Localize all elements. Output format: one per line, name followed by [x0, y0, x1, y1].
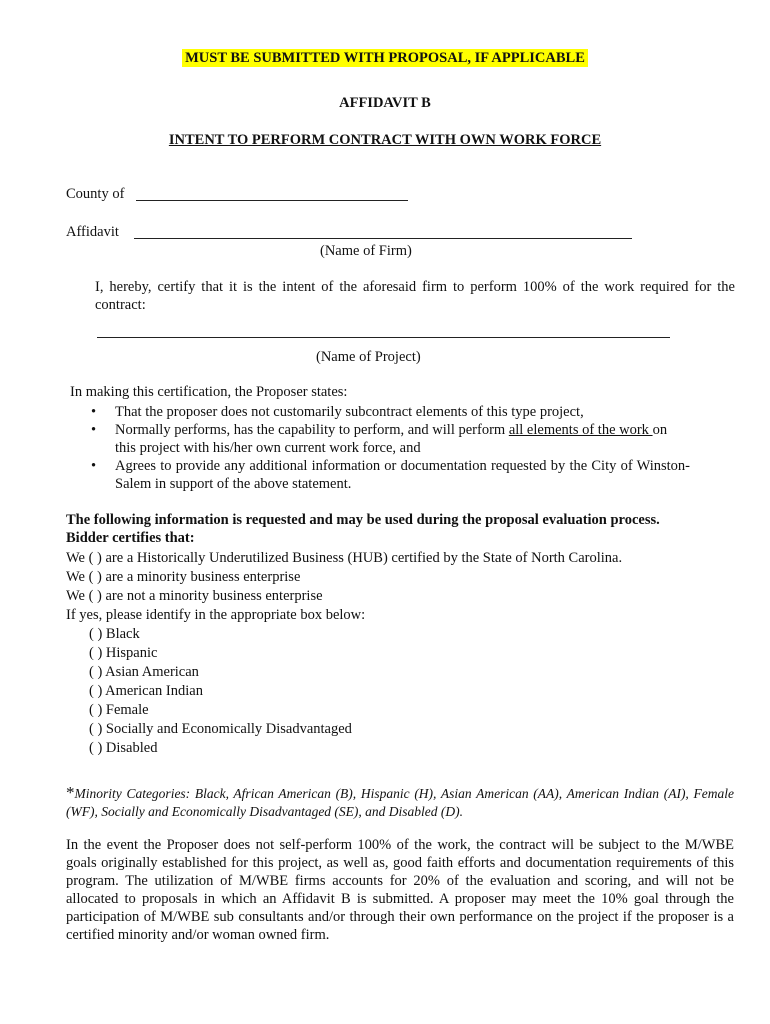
- bullet-icon: •: [91, 458, 97, 474]
- option-minority[interactable]: We ( ) are a minority business enterprise: [66, 569, 301, 585]
- category-disabled[interactable]: ( ) Disabled: [89, 740, 158, 756]
- bullet-icon: •: [91, 404, 97, 420]
- bullet-text: Agrees to provide any additional information or documentation requested by the City of Winston-Salem in support of the above statement.: [115, 458, 690, 492]
- certification-bullet: [91, 421, 690, 457]
- firm-name-field[interactable]: [134, 238, 632, 239]
- certify-paragraph: I, hereby, certify that it is the intent of the aforesaid firm to perform 100% of the work required for the contract:: [95, 279, 735, 313]
- affidavit-label: Affidavit: [66, 224, 119, 240]
- bullet-text: That the proposer does not customarily subcontract elements of this type project,: [115, 404, 584, 420]
- category-asian-american[interactable]: ( ) Asian American: [89, 664, 199, 680]
- category-hispanic[interactable]: ( ) Hispanic: [89, 645, 158, 661]
- county-label: County of: [66, 186, 125, 202]
- closing-paragraph: In the event the Proposer does not self-perform 100% of the work, the contract will be subject to the M/WBE goals originally established for this project, as well as, good faith efforts and documentation requirements of this program. The utilization of M/WBE firms accounts for 20% of the evaluation and scoring, and will not be allocated to proposals in which an Affidavit B is submitted. A proposer may meet the 10% goal through the participation of M/WBE sub consultants and/or through their own performance on the project if the proposer is a certified minority and/or woman owned firm.: [66, 837, 734, 943]
- minority-categories-footnote: [66, 784, 734, 821]
- footnote-star: *: [66, 783, 75, 802]
- certification-bullet: [91, 403, 690, 421]
- project-name-field[interactable]: [97, 337, 670, 338]
- bullet-text: on this project with his/her own current work force, and: [115, 422, 668, 456]
- footnote-text: Minority Categories: Black, African American (B), Hispanic (H), Asian American (AA), American Indian (AI), Female (WF), Socially and Economically Disadvantaged (SE), and Disabled (D).: [66, 786, 734, 819]
- option-not-minority[interactable]: We ( ) are not a minority business enterprise: [66, 588, 323, 604]
- info-request-line: The following information is requested and may be used during the proposal evaluation process.: [66, 512, 660, 528]
- certification-intro: In making this certification, the Proposer states:: [70, 384, 348, 400]
- affidavit-title: AFFIDAVIT B: [339, 95, 431, 111]
- option-hub[interactable]: We ( ) are a Historically Underutilized Business (HUB) certified by the State of North Carolina.: [66, 550, 623, 566]
- firm-caption: (Name of Firm): [320, 243, 412, 259]
- bidder-certifies: Bidder certifies that:: [66, 530, 195, 546]
- county-field[interactable]: [136, 200, 408, 201]
- identify-instruction: If yes, please identify in the appropriate box below:: [66, 607, 366, 623]
- category-female[interactable]: ( ) Female: [89, 702, 149, 718]
- affidavit-subtitle: INTENT TO PERFORM CONTRACT WITH OWN WORK FORCE: [168, 132, 602, 148]
- certification-bullet: [91, 457, 690, 493]
- bullet-icon: •: [91, 422, 97, 438]
- category-black[interactable]: ( ) Black: [89, 626, 140, 642]
- submission-banner: [0, 50, 770, 67]
- category-american-indian[interactable]: ( ) American Indian: [89, 683, 203, 699]
- project-caption: (Name of Project): [316, 349, 421, 365]
- bullet-underlined-text: all elements of the work: [508, 422, 653, 438]
- bullet-text: Normally performs, has the capability to perform, and will perform: [115, 422, 509, 438]
- banner-text: MUST BE SUBMITTED WITH PROPOSAL, IF APPLICABLE: [182, 49, 588, 67]
- category-disadvantaged[interactable]: ( ) Socially and Economically Disadvantaged: [89, 721, 352, 737]
